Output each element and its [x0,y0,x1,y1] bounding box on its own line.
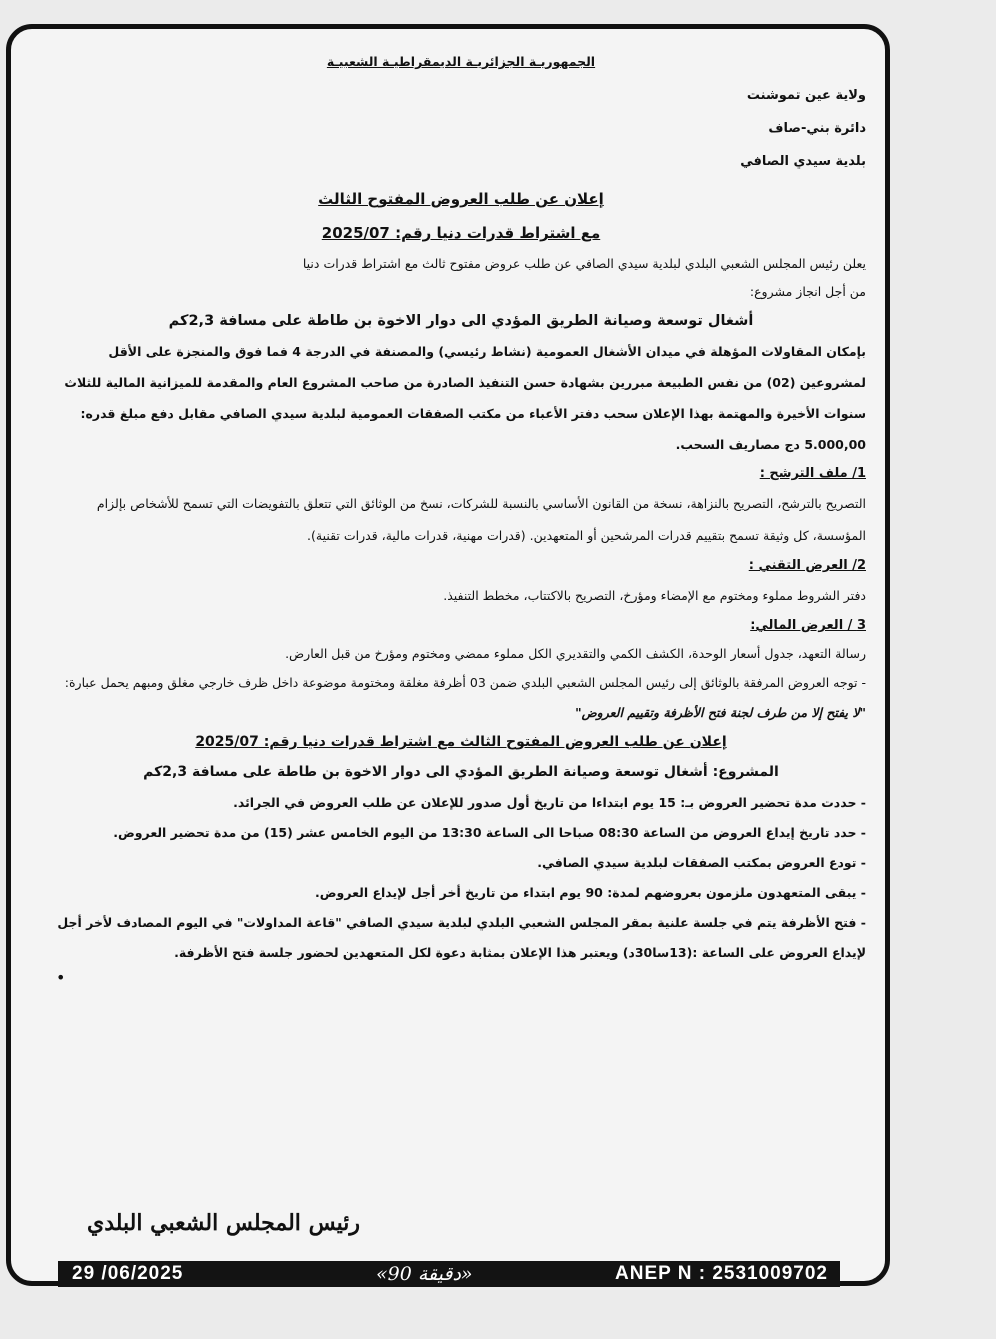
list-item: - يبقى المتعهدون ملزمون بعروضهم لمدة: 90 يوم ابتداء من تاريخ أخر أجل لإيداع العروض. [314,885,866,900]
newspaper-name: «90 دقيقة» [376,1263,473,1285]
section-3-body: رسالة التعهد، جدول أسعار الوحدة، الكشف الكمي والتقديري الكل مملوء ممضي ومختوم ومؤرخ من قبل العارض. [285,646,866,661]
announcement-title: إعلان عن طلب العروض المفتوح الثالث [318,190,604,208]
list-item: - تودع العروض بمكتب الصفقات لبلدية سيدي الصافي. [537,855,866,870]
footer-bar [58,1261,840,1287]
signature-title: رئيس المجلس الشعبي البلدي [86,1210,360,1236]
project-title: أشغال توسعة وصيانة الطريق المؤدي الى دوار الاخوة بن طاطة على مسافة 2,3كم [168,313,754,329]
wilaya-line: ولاية عين تموشنت [746,88,866,103]
section-2-title: 2/ العرض التقني : [748,558,866,573]
daira-line: دائرة بني-صاف [768,121,866,136]
publication-date: 29 /06/2025 [72,1263,184,1284]
republic-header: الجمهوريـة الجزائريـة الديمقراطيـة الشعبيـة [326,54,596,69]
announcement-subtitle: مع اشتراط قدرات دنيا رقم: 2025/07 [321,224,601,242]
announcement-body [56,48,866,988]
section-1-title: 1/ ملف الترشح : [759,466,866,481]
second-announcement-title: إعلان عن طلب العروض المفتوح الثالث مع اشتراط قدرات دنيا رقم: 2025/07 [195,734,727,750]
envelope-notice: "لا يفتح إلا من طرف لجنة فتح الأظرفة وتقييم العروض" [575,705,866,720]
list-item: - حددت مدة تحضير العروض بـ: 15 يوم ابتداءا من تاريخ أول صدور للإعلان عن طلب العروض في الجرائد. [233,795,866,810]
section-2-body: دفتر الشروط مملوء ومختوم مع الإمضاء ومؤرخ، التصريح بالاكتتاب، مخطط التنفيذ. [443,588,866,603]
section-3-title: 3 / العرض المالي: [750,618,866,633]
list-item: - حدد تاريخ إيداع العروض من الساعة 08:30 صباحا الى الساعة 13:30 من اليوم الخامس عشر (15) من مدة تحضير العروض. [113,825,866,840]
list-item: - فتح الأظرفة يتم في جلسة علنية بمقر المجلس الشعبي البلدي لبلدية سيدي الصافي "قاعة المداولات" في اليوم المصادف لأخر أجل لإيداع العروض على الساعة :(13سا30د) ويعتبر هذا الإعلان بمثابة دعوة لكل المتعهدين لحضور جلسة فتح الأظرفة. [57,915,866,960]
section-1-body: التصريح بالترشح، التصريح بالنزاهة، نسخة من القانون الأساسي بالنسبة للشركات، نسخ من الوثائق التي تتعلق بالتفويضات التي تسمح للأشخاص بإلزام المؤسسة، كل وثيقة تسمح بتقييم قدرات المرشحين أو المتعهدين. (قدرات مهنية، قدرات مالية، قدرات تقنية). [96,496,866,543]
anep-number: ANEP N : 2531009702 [615,1263,828,1284]
eligibility-text: بإمكان المقاولات المؤهلة في ميدان الأشغال العمومية (نشاط رئيسي) والمصنفة في الدرجة 4 فما فوق والمنجزة على الأقل لمشروعين (02) من نفس الطبيعة مبررين بشهادة حسن التنفيذ الصادرة من صاحب المشروع العام والمقدمة للميزانية المالية للثلاث سنوات الأخيرة والمهتمة بهذا الإعلان سحب دفتر الأعباء من مكتب الصفقات العمومية لبلدية سيدي الصافي مقابل دفع مبلغ قدره: 5.000,00 دج مصاريف السحب. [64,344,866,452]
intro-text: يعلن رئيس المجلس الشعبي البلدي لبلدية سيدي الصافي عن طلب عروض مفتوح ثالث مع اشتراط قدرات دنيا [302,256,866,271]
bullet-dot: • [56,968,66,987]
section-3-bullet: - توجه العروض المرفقة بالوثائق إلى رئيس المجلس الشعبي البلدي ضمن 03 أظرفة مغلقة ومختومة موضوعة داخل ظرف خارجي مغلق ومبهم يحمل عبارة: "لا يفتح إلا من طرف لجنة فتح الأظرفة وتقييم العروض" [64,675,866,720]
second-project-title: المشروع: أشغال توسعة وصيانة الطريق المؤدي الى دوار الاخوة بن طاطة على مسافة 2,3كم [143,764,779,780]
commune-line: بلدية سيدي الصافي [740,154,866,169]
admin-block [56,79,866,178]
intro-text-2: من أجل انجاز مشروع: [749,284,866,299]
